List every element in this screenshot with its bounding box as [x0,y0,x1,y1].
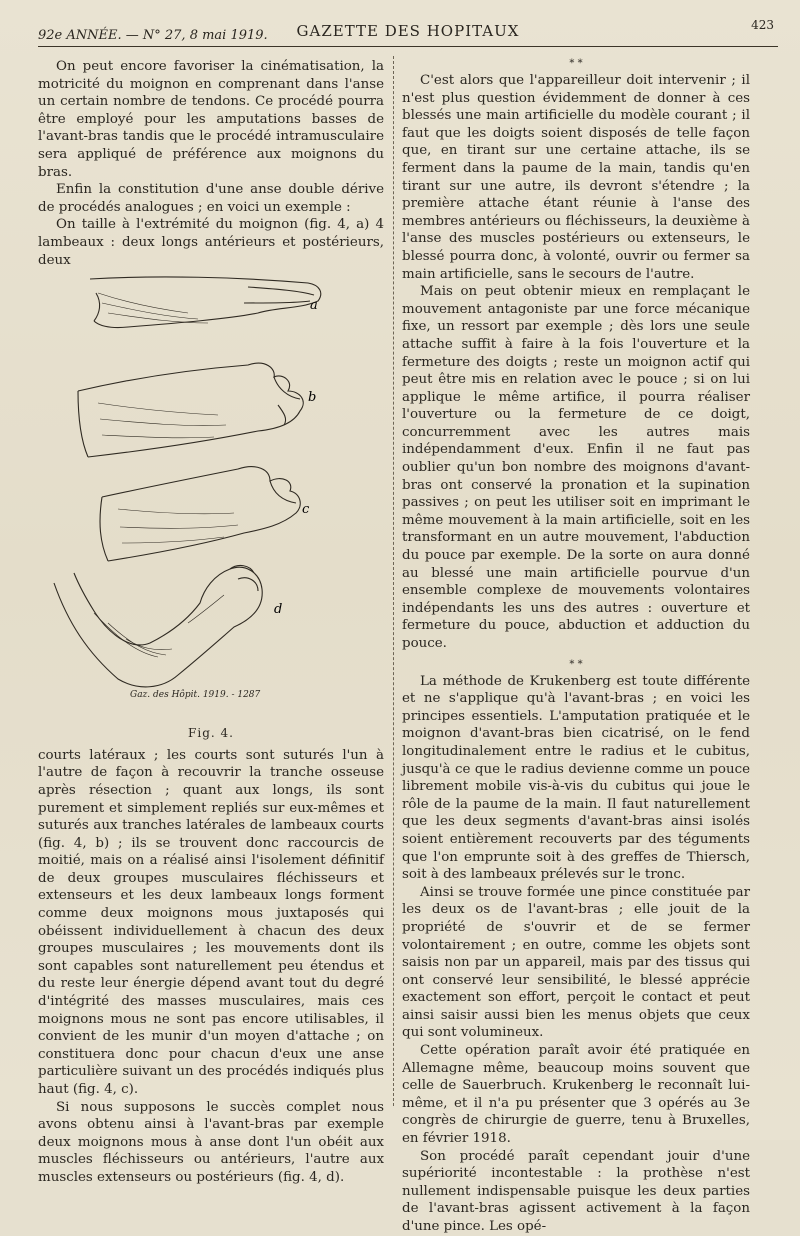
journal-title: GAZETTE DES HOPITAUX [296,22,520,40]
paragraph: C'est alors que l'appareilleur doit intervenir ; il n'est plus question évidemment de donner à ces blessés une main artificielle du modèle courant ; il faut que les doigts soient disposés de telle façon que, en tirant sur une certaine attache, ils se ferment dans la paume de la main, tandis qu'en tirant sur une autre, ils devront s'étendre ; la première attache étant réunie à l'anse des membres antérieurs ou fléchisseurs, la deuxième à l'anse des muscles postérieurs ou extenseurs, le blessé pourra donc, à volonté, ouvrir ou fermer sa main artificielle, sans le secours de l'autre. [402,73,750,282]
right-column [402,58,750,1236]
figure-label-d: d [274,602,283,618]
page-number: 423 [751,18,774,32]
left-column [38,58,384,1187]
paragraph: Si nous supposons le succès complet nous avons obtenu ainsi à l'avant-bras par exemple deux moignons mous à anse dont l'un obéit aux muscles fléchisseurs ou antérieurs, l'autre aux muscles extenseurs ou postérieurs (fig. 4, d). [38,1099,384,1185]
column-divider [393,56,394,1106]
paragraph: courts latéraux ; les courts sont suturés l'un à l'autre de façon à recouvrir la tranche osseuse après résection ; quant aux longs, ils sont purement et simplement repliés sur eux-mêmes et suturés aux tranches latérales de lambeaux courts (fig. 4, b) ; ils se trouvent donc raccourcis de moitié, mais on a réalisé ainsi l'isolement définitif de deux groupes musculaires fléchisseurs et extenseurs et les deux lambeaux longs forment comme deux moignons mous juxtaposés qui obéissent individuellement à chacun des deux groupes musculaires ; les mouvements dont ils sont capables sont naturellement peu étendus et du reste leur énergie dépend avant tout du degré d'intégrité des masses musculaires, mais ces moignons mous ne sont pas encore utilisables, il convient de les munir d'un moyen d'attache ; on constituera donc pour chacun d'eux une anse particulière suivant un des procédés indiqués plus haut (fig. 4, c). [38,747,384,1097]
paragraph: On taille à l'extrémité du moignon (fig. 4, a) 4 lambeaux : deux longs antérieurs et postérieurs, deux [38,217,384,268]
stump-drawing-b [78,363,303,457]
paragraph: La méthode de Krukenberg est toute différente et ne s'applique qu'à l'avant-bras ; en voici les principes essentiels. L'amputation pratiquée et le moignon d'avant-bras bien cicatrisé, on le fend longitudinalement entre le radius et le cubitus, jusqu'à ce que le radius devienne comme un pouce librement mobile vis-à-vis du cubitus qui joue le rôle de la paume de la main. Il faut naturellement que les deux segments d'avant-bras ainsi isolés soient entièrement recouverts par des téguments que l'on emprunte soit à des greffes de Thiersch, soit à des lambeaux prélevés sur le tronc. [402,673,750,883]
stump-drawing-a [90,277,321,328]
figure-label-c: c [302,502,310,518]
paragraph: Mais on peut obtenir mieux en remplaçant le mouvement antagoniste par une force mécanique fixe, un ressort par exemple ; dès lors une seule attache suffit à faire à la fois l'ouverture et la fermeture des doigts ; reste un moignon actif qui peut être mis en relation avec le pouce ; si on lui applique le même artifice, il pourra réaliser l'ouverture ou la fermeture de ce doigt, concurremment avec les autres mais indépendamment d'eux. Enfin il ne faut pas oublier qu'un bon nombre des moignons d'avant-bras ont conservé la pronation et la supination passives ; on peut les utiliser soit en imprimant le même mouvement à la main artificielle, soit en les transformant en un autre mouvement, l'abduction du pouce par exemple. De la sorte on aura donné au blessé une main artificielle pourvue d'un ensemble complexe de mouvements volontaires indépendants les uns des autres : ouverture et fermeture du pouce, abduction et adduction du pouce. [402,284,750,651]
paragraph: On peut encore favoriser la cinématisation, la motricité du moignon en comprenant dans l'anse un certain nombre de tendons. Ce procédé pourra être employé pour les amputations basses de l'avant-bras tandis que le procédé intramusculaire sera appliqué de préférence aux moignons du bras. [38,59,384,180]
figure-label-a: a [310,298,318,314]
section-separator: * * [569,658,583,670]
figure-credit: Gaz. des Hôpit. 1919. - 1287 [130,690,261,701]
paragraph: Ainsi se trouve formée une pince constituée par les deux os de l'avant-bras ; elle jouit de la propriété de s'ouvrir et de se fermer volontairement ; en outre, comme les objets sont saisis non par un appareil, mais par des tissus qui ont conservé leur sensibilité, le blessé apprécie exactement son effort, perçoit le contact et peut ainsi saisir aussi bien les menus objets que ceux qui sont volumineux. [402,884,750,1041]
page-header [38,18,778,47]
stump-drawing-c [100,467,300,561]
paragraph: Enfin la constitution d'une anse double dérive de procédés analogues ; en voici un exemple : [38,182,384,215]
paragraph: Cette opération paraît avoir été pratiquée en Allemagne même, beaucoup moins souvent que celle de Sauerbruch. Krukenberg le reconnaît lui-même, et il n'a pu présenter que 3 opérés au 3e congrès de chirurgie de guerre, tenu à Bruxelles, en février 1918. [402,1043,750,1147]
figure-caption: Fig. 4. [188,726,234,741]
arm-stump-illustration [38,273,384,723]
issue-info: 92e ANNÉE. — N° 27, 8 mai 1919. [38,28,268,43]
figure-4 [38,273,384,723]
stump-drawing-d [54,566,262,687]
figure-label-b: b [308,390,317,406]
paragraph: Son procédé paraît cependant jouir d'une supériorité incontestable : la prothèse n'est nullement indispensable puisque les deux parties de l'avant-bras agissent activement à la façon d'une pince. Les opé- [402,1148,750,1234]
section-separator: * * [569,58,583,69]
